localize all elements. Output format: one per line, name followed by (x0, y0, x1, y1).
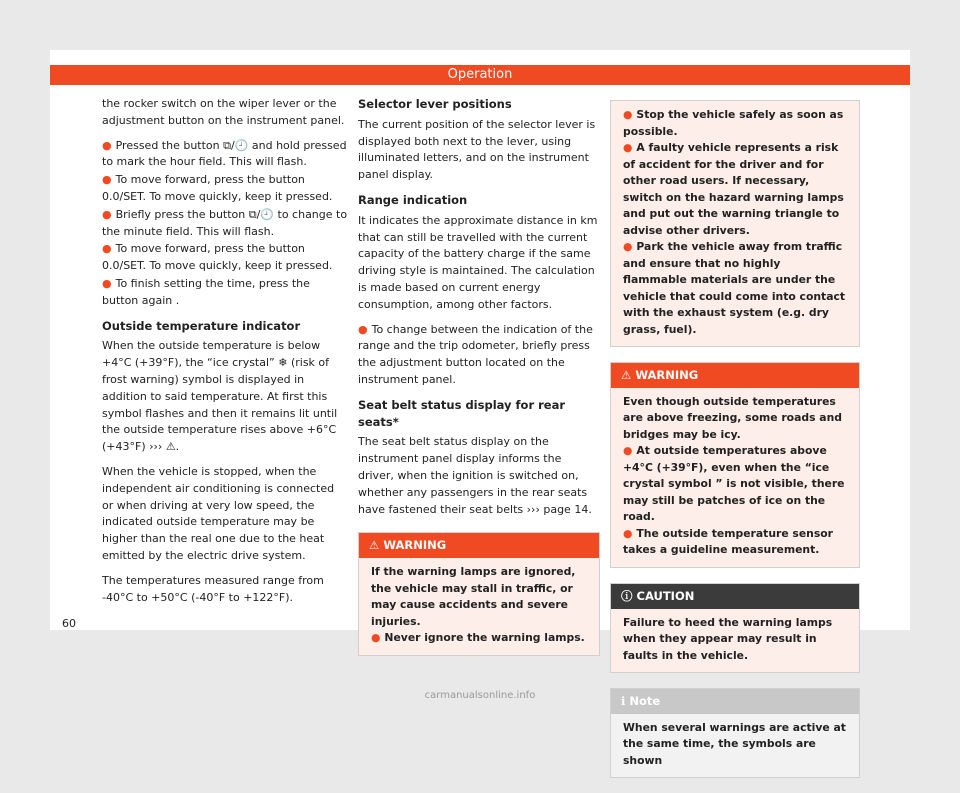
note-box: ℹ Note When several warnings are active at the same time, the symbols are shown (610, 688, 860, 778)
caution-text: Failure to heed the warning lamps when they appear may result in faults in the vehicle. (611, 609, 859, 673)
note-text: When several warnings are active at the same time, the symbols are shown (623, 720, 846, 767)
list-item: ● Briefly press the button ⧉/🕘 to change to the minute field. This will flash. (102, 207, 348, 238)
warning-icon: ⚠ (369, 538, 380, 553)
paragraph: When the vehicle is stopped, when the independent air conditioning is connected or when driving at very low speed, the indicated outside temperature may be higher than the real one due to the heat emitted by the electric drive system. (102, 464, 335, 562)
paragraph: When the outside temperature is below +4°C (+39°F), the “ice crystal” ❄ (risk of frost warning) symbol is displayed in addition to said temperature. At first this symbol flashes and then it remains lit until the outside temperature rises above +6°C (+43°F) ››› ⚠. (102, 339, 338, 454)
warning-text: If the warning lamps are ignored, the vehicle may stall in traffic, or may cause accidents and severe injuries. (371, 565, 576, 628)
list-item: ● To move forward, press the button 0.0/SET. To move quickly, keep it pressed. (102, 242, 333, 273)
column-1 (102, 96, 348, 614)
list-item: ● Never ignore the warning lamps. (371, 631, 585, 645)
warning-icon: ⚠ (621, 368, 632, 382)
page-header: Operation (50, 65, 910, 85)
list-item: ● At outside temperatures above +4°C (+39°F), even when the “ice crystal symbol ” is not visible, there may still be patches of ice on the road. (623, 444, 845, 524)
list-item: ● Pressed the button ⧉/🕘 and hold pressed to mark the hour field. This will flash. (102, 138, 347, 169)
list-item: ● To finish setting the time, press the button again . (102, 276, 310, 307)
section-heading: Outside temperature indicator (102, 318, 301, 333)
list-item: ● Park the vehicle away from traffic and ensure that no highly flammable materials are under the vehicle that could come into contact with the exhaust system (e.g. dry grass, fuel). (623, 240, 846, 336)
paragraph: The current position of the selector lever is displayed both next to the lever, using illuminated letters, and on the instrument panel display. (358, 117, 596, 182)
list-item: ● To move forward, press the button 0.0/SET. To move quickly, keep it pressed. (102, 173, 333, 203)
intro-text: the rocker switch on the wiper lever or the adjustment button on the instrument panel. (102, 97, 345, 127)
list-item: ● To change between the indication of the range and the trip odometer, briefly press the adjustment button located on the instrument panel. (358, 322, 593, 386)
paragraph: The temperatures measured range from -40°C to +50°C (-40°F to +122°F). (102, 573, 324, 604)
warning-box: ⚠ WARNING Even though outside temperatures are above freezing, some roads and bridges may be icy. ● At outside temperatures above +4°C (+39°F), even when the “ice crystal symbol ” is not visible, there may still be patches of ice on the road. ● The outside temperature sensor takes a guideline measurement. (610, 362, 860, 568)
warning-text: Even though outside temperatures are above freezing, some roads and bridges may be icy. (623, 394, 842, 441)
warning-box: ⚠ WARNING If the warning lamps are ignored, the vehicle may stall in traffic, or may cause accidents and severe injuries. ● Never ignore the warning lamps. (358, 532, 600, 655)
page-number: 60 (62, 617, 76, 630)
column-2 (358, 96, 600, 671)
section-heading: Seat belt status display for rear seats* (358, 397, 566, 429)
section-heading: Selector lever positions (358, 97, 512, 111)
section-heading: Range indication (358, 192, 468, 207)
paragraph: It indicates the approximate distance in km that can still be travelled with the current capacity of the battery charge if the same driving style is maintained. The calculation is made based on current energy consumption, among other factors. (358, 213, 598, 311)
list-item: ● The outside temperature sensor takes a guideline measurement. (623, 526, 834, 557)
paragraph: The seat belt status display on the instrument panel display informs the driver, when the ignition is switched on, whether any passengers in the rear seats have fastened their seat belts ››› page 14. (358, 435, 592, 516)
list-item: ● Stop the vehicle safely as soon as possible. (623, 108, 844, 138)
caution-icon: ⓘ (621, 588, 633, 603)
info-icon: ℹ (621, 694, 626, 709)
watermark: carmanualsonline.info (424, 690, 536, 701)
list-item: ● A faulty vehicle represents a risk of accident for the driver and for other road users. If necessary, switch on the hazard warning lamps and put out the warning triangle to advise other drivers. (623, 141, 844, 237)
caution-box: ⓘ CAUTION Failure to heed the warning lamps when they appear may result in faults in the vehicle. (610, 583, 860, 673)
warning-continuation (610, 100, 860, 347)
